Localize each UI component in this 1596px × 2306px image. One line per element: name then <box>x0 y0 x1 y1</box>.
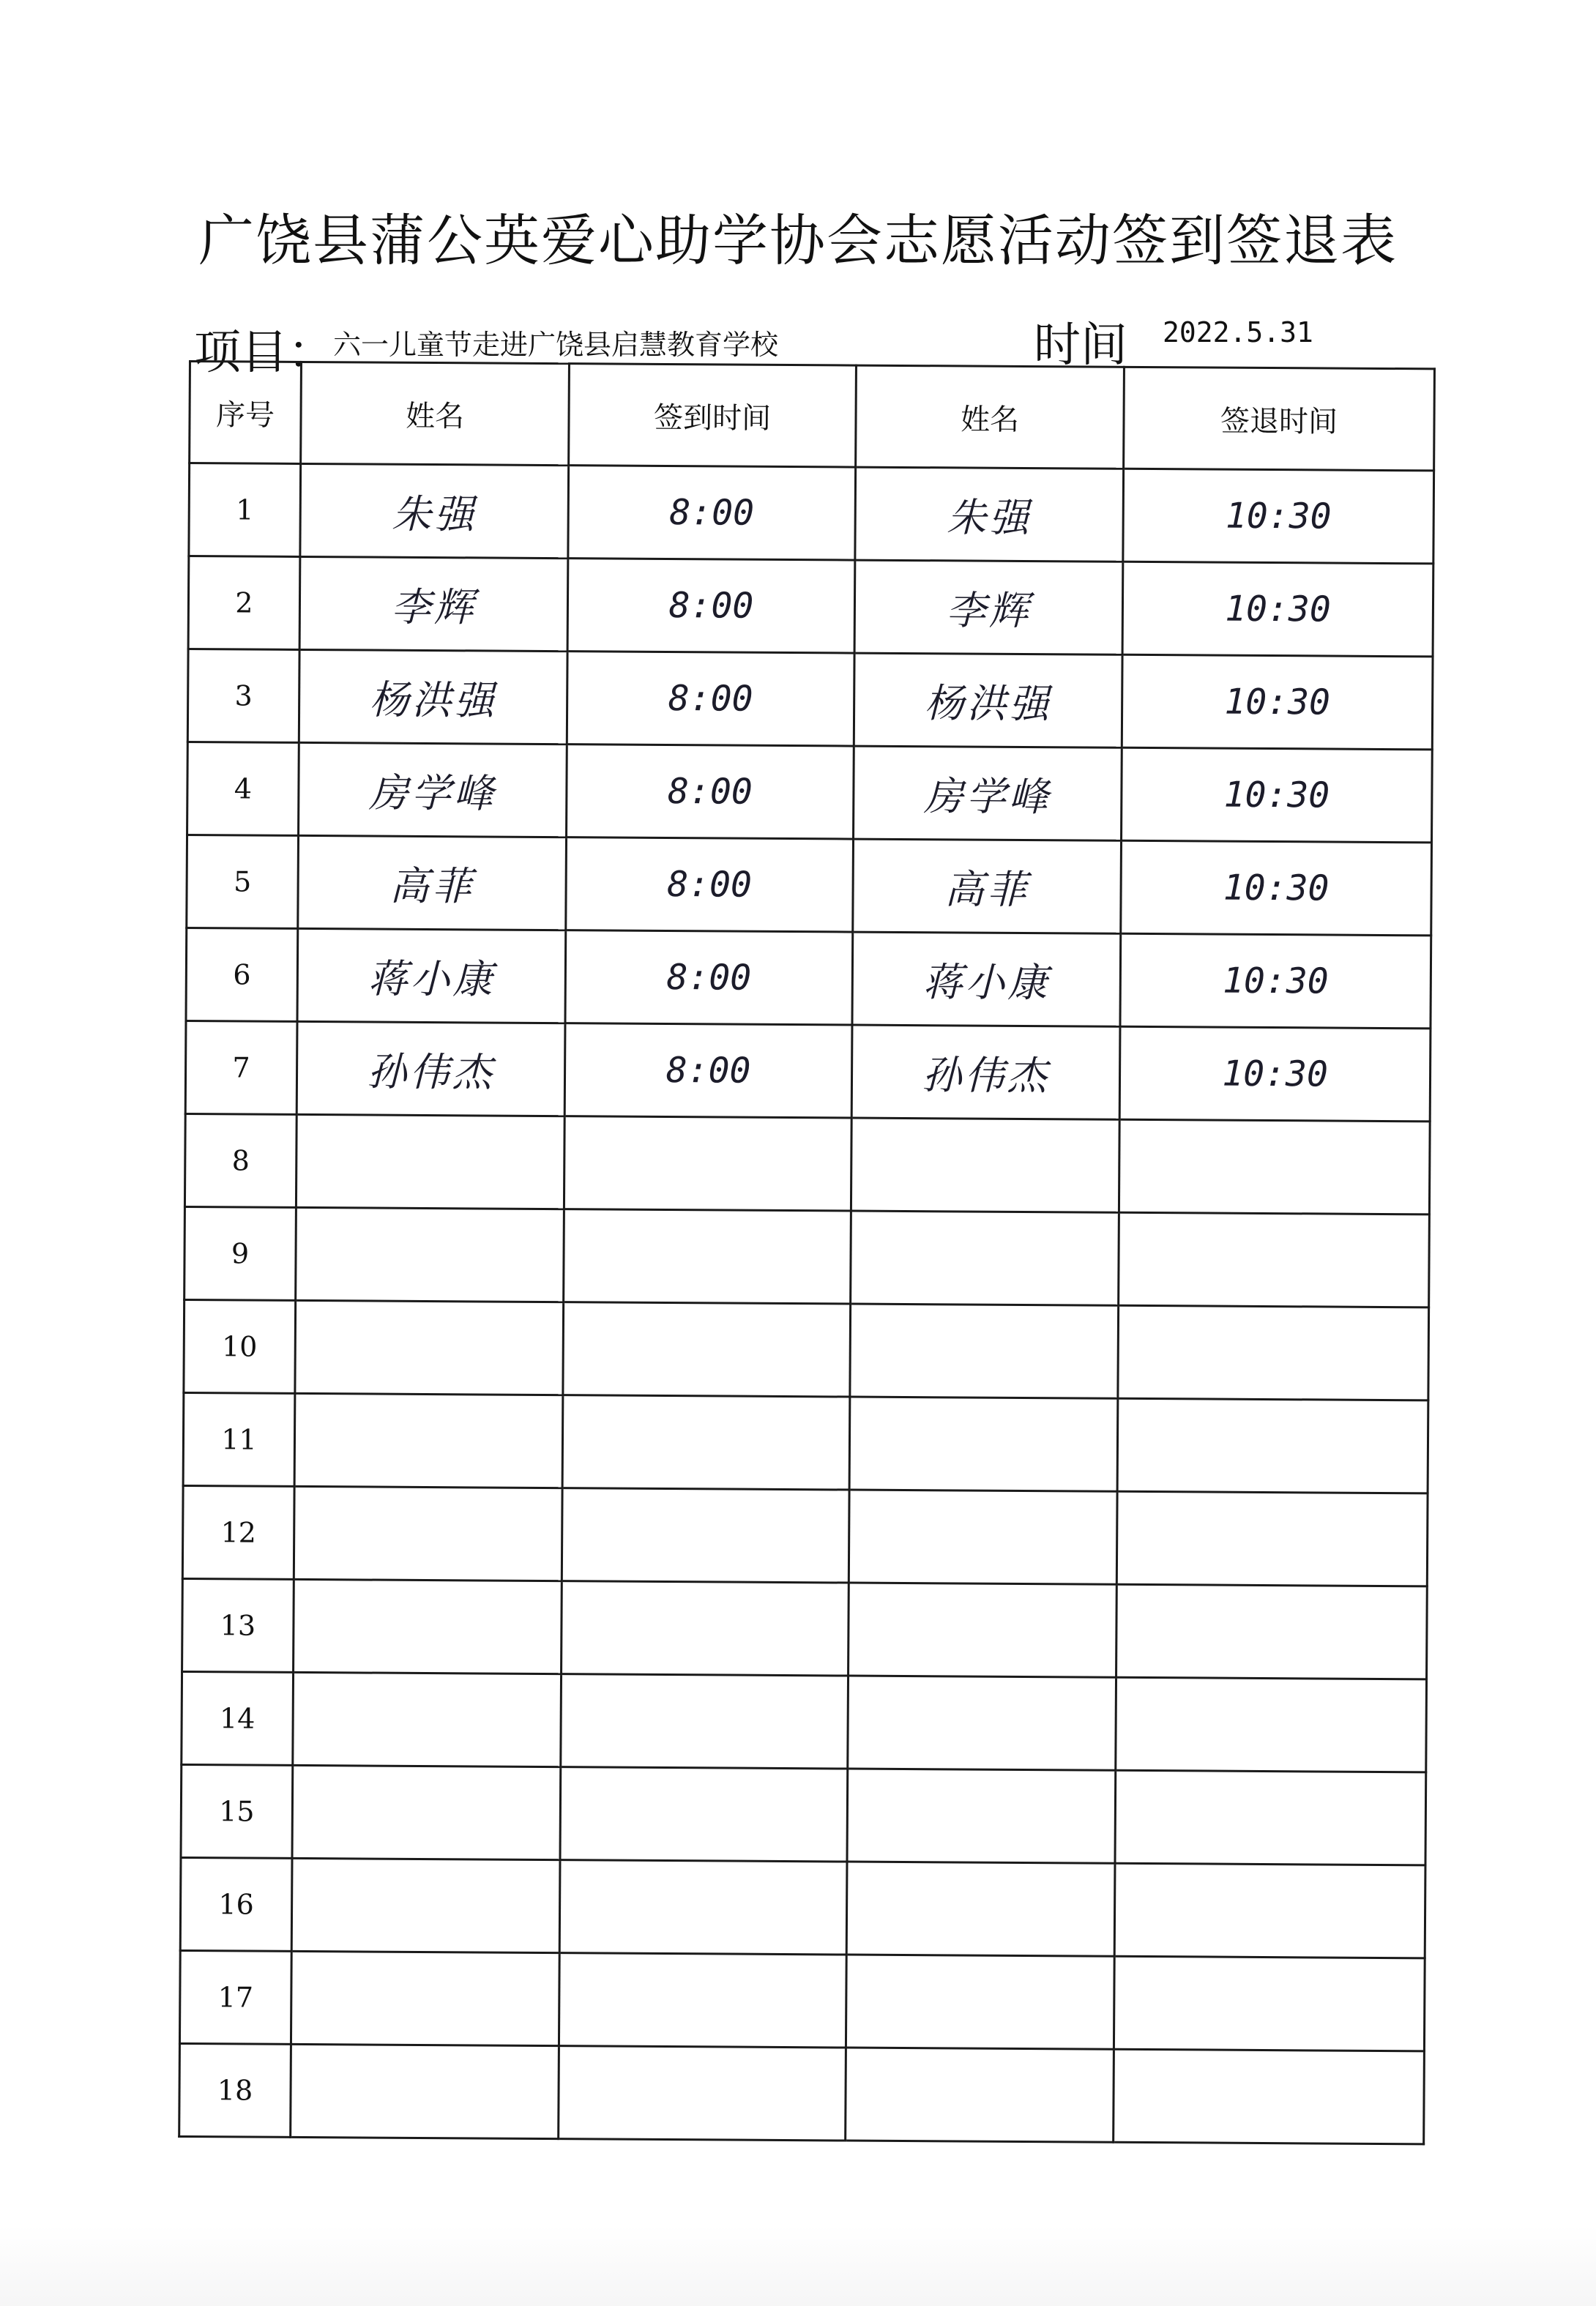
signout-name <box>848 1676 1116 1770</box>
signin-name: 杨洪强 <box>299 649 567 744</box>
column-header-name-out: 姓名 <box>856 365 1125 469</box>
signout-name <box>851 1211 1119 1305</box>
signin-time: 8:00 <box>564 1023 852 1118</box>
signin-name <box>294 1486 562 1581</box>
signin-name: 房学峰 <box>299 742 567 837</box>
table-row <box>183 1392 1428 1493</box>
signin-time <box>561 1674 849 1769</box>
signout-time: 10:30 <box>1121 840 1432 936</box>
signin-name <box>291 1858 560 1952</box>
signout-time <box>1119 1119 1430 1214</box>
table-row <box>187 649 1433 750</box>
signin-name <box>294 1393 563 1488</box>
signin-time <box>562 1581 849 1676</box>
attendance-table <box>178 360 1436 2145</box>
row-number: 15 <box>181 1764 293 1858</box>
signin-name <box>293 1672 562 1766</box>
signout-name: 李辉 <box>854 560 1123 654</box>
paper-shadow <box>0 2225 1596 2306</box>
signin-time <box>564 1116 851 1211</box>
signin-time <box>560 1767 848 1862</box>
signout-name <box>851 1118 1119 1212</box>
signout-time <box>1115 1770 1426 1865</box>
signout-time <box>1114 2049 1425 2144</box>
table-row <box>187 742 1433 842</box>
signin-time <box>559 2046 846 2141</box>
signout-name <box>849 1397 1118 1491</box>
table-row <box>189 463 1434 564</box>
row-number: 6 <box>186 928 298 1021</box>
signin-name <box>291 2044 559 2138</box>
signout-time <box>1116 1491 1428 1586</box>
signout-time <box>1117 1398 1428 1493</box>
signout-time <box>1114 1863 1425 1958</box>
signout-time: 10:30 <box>1122 561 1433 657</box>
signin-name <box>295 1300 564 1395</box>
signout-name: 房学峰 <box>854 746 1122 840</box>
signin-name <box>296 1114 564 1209</box>
signin-name: 李辉 <box>299 556 568 651</box>
row-number: 7 <box>185 1020 297 1114</box>
column-header-signout-time: 签退时间 <box>1124 367 1435 471</box>
row-number: 2 <box>188 556 300 650</box>
row-number: 3 <box>187 649 299 743</box>
signout-name: 蒋小康 <box>852 932 1121 1026</box>
table-row <box>185 1020 1431 1121</box>
table-row <box>182 1578 1428 1679</box>
table-row <box>184 1206 1430 1307</box>
signin-name <box>296 1207 564 1302</box>
table-row <box>182 1485 1428 1586</box>
signout-time <box>1116 1677 1427 1772</box>
table-row <box>179 1950 1425 2051</box>
table-row <box>180 1857 1425 1958</box>
row-number: 16 <box>180 1857 292 1951</box>
signin-time <box>559 1953 846 2048</box>
signin-name: 蒋小康 <box>297 928 566 1023</box>
time-value: 2022.5.31 <box>1163 316 1313 348</box>
table-row <box>186 928 1431 1028</box>
signout-name <box>846 2048 1114 2142</box>
project-label: 项目： <box>194 326 335 380</box>
table-row <box>181 1764 1426 1865</box>
signin-time: 8:00 <box>567 745 854 839</box>
signin-time: 8:00 <box>567 559 855 653</box>
column-header-signin-time: 签到时间 <box>569 364 857 467</box>
signin-time <box>559 1860 847 1955</box>
signin-time: 8:00 <box>565 930 853 1025</box>
row-number: 8 <box>184 1113 297 1207</box>
signout-time: 10:30 <box>1122 654 1433 750</box>
row-number: 17 <box>179 1950 291 2044</box>
page-title: 广饶县蒲公英爱心助学协会志愿活动签到签退表 <box>198 208 1398 273</box>
column-header-name-in: 姓名 <box>301 362 570 465</box>
signin-time <box>562 1488 849 1583</box>
signin-time <box>564 1209 851 1304</box>
row-number: 14 <box>182 1671 294 1765</box>
table-row <box>188 556 1433 657</box>
signin-name <box>292 1765 561 1859</box>
column-header-number: 序号 <box>190 362 302 464</box>
signout-name <box>849 1583 1117 1677</box>
signout-name: 朱强 <box>855 467 1124 561</box>
row-number: 4 <box>187 742 299 835</box>
signin-name: 朱强 <box>300 463 569 558</box>
row-number: 9 <box>184 1206 297 1300</box>
signout-name <box>846 1955 1114 2049</box>
signout-name: 高菲 <box>853 839 1122 933</box>
table-row <box>187 835 1432 935</box>
signout-name <box>847 1769 1116 1863</box>
row-number: 11 <box>183 1392 295 1486</box>
signout-name: 杨洪强 <box>854 653 1122 747</box>
signin-time <box>562 1395 850 1490</box>
signout-name: 孙伟杰 <box>851 1025 1120 1119</box>
signout-time: 10:30 <box>1122 747 1433 843</box>
signout-name <box>846 1862 1115 1956</box>
signin-name <box>294 1579 562 1673</box>
signout-name <box>849 1490 1117 1584</box>
table-row <box>184 1113 1430 1214</box>
signin-name <box>291 1951 559 2045</box>
signout-time <box>1118 1305 1429 1400</box>
signout-time: 10:30 <box>1123 469 1434 564</box>
signout-name <box>850 1304 1119 1398</box>
signin-name: 孙伟杰 <box>297 1021 565 1116</box>
table-row <box>182 1671 1427 1772</box>
signin-name: 高菲 <box>298 835 567 930</box>
table-row <box>179 2043 1425 2143</box>
signout-time <box>1116 1584 1428 1679</box>
table-header-row <box>190 362 1435 471</box>
signout-time <box>1119 1212 1430 1307</box>
signout-time: 10:30 <box>1119 1026 1431 1122</box>
time-label: 时间 <box>1034 318 1127 373</box>
row-number: 10 <box>184 1299 296 1393</box>
row-number: 18 <box>179 2043 291 2137</box>
signout-time <box>1114 1956 1425 2051</box>
project-value: 六一儿童节走进广饶县启慧教育学校 <box>333 329 779 361</box>
signout-time: 10:30 <box>1120 933 1431 1029</box>
signin-time: 8:00 <box>568 466 856 560</box>
table-row <box>184 1299 1429 1400</box>
row-number: 13 <box>182 1578 294 1672</box>
row-number: 1 <box>189 463 301 557</box>
signin-time <box>563 1302 851 1397</box>
row-number: 12 <box>182 1485 294 1579</box>
signin-time: 8:00 <box>566 837 854 932</box>
signin-time: 8:00 <box>567 652 854 746</box>
row-number: 5 <box>187 835 299 928</box>
